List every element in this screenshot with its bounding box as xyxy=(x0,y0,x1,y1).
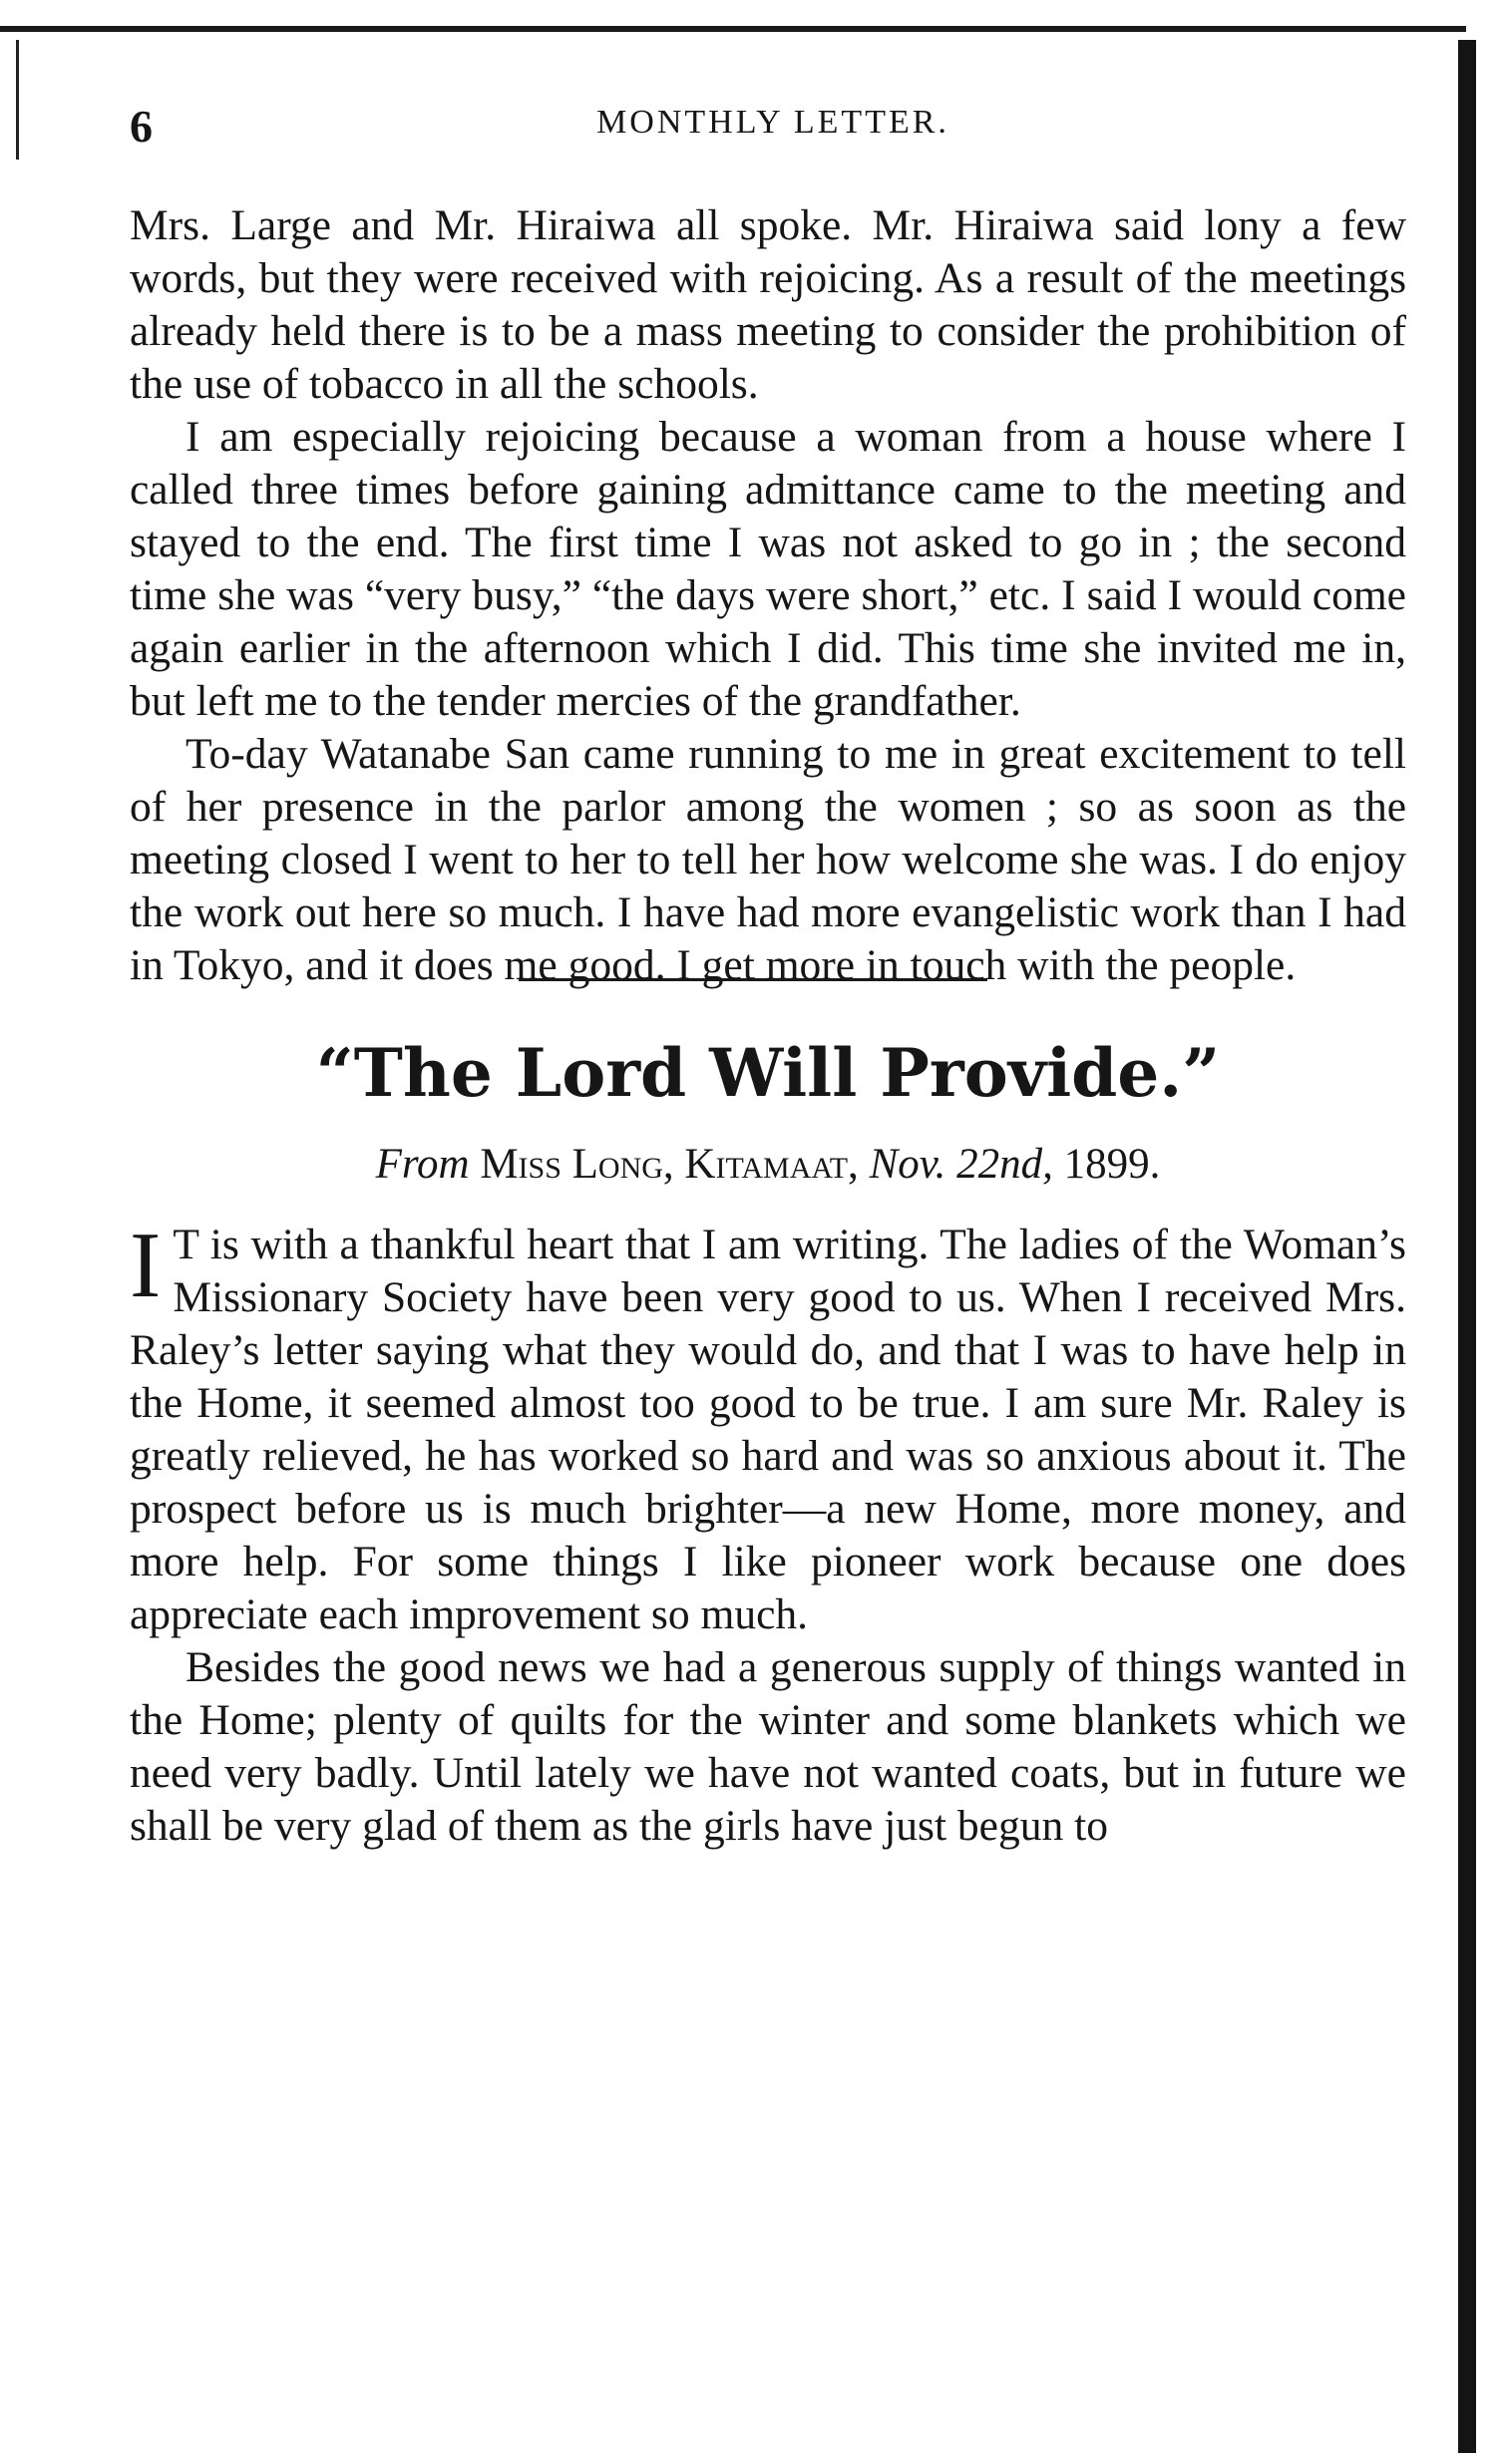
article-paragraph-1 xyxy=(130,1214,1406,1641)
page-number: 6 xyxy=(130,101,153,152)
byline-from: From xyxy=(375,1141,470,1188)
byline-date: Nov. 22nd, xyxy=(869,1141,1053,1188)
article-title: “The Lord Will Provide.” xyxy=(315,1034,1221,1112)
article-byline xyxy=(130,1137,1406,1193)
letter-paragraph-1: Mrs. Large and Mr. Hiraiwa all spoke. Mr. Hiraiwa said lony a few words, but they were received with rejoicing. As a result of the meetings already held there is to be a mass meeting to consider the prohibition of the use of tobacco in all the schools. xyxy=(130,201,1406,408)
page-left-edge xyxy=(16,40,19,160)
letter-paragraph-2: I am especially rejoicing because a woman from a house where I called three times before gaining admittance came to the meeting and stayed to the end. The first time I was not asked to go in ; the second time she was “very busy,” “the days were short,” etc. I said I would come again earlier in the afternoon which I did. This time she invited me in, but left me to the tender mercies of the grandfather. xyxy=(130,413,1406,725)
article-paragraph-1-text: T is with a thankful heart that I am writing. The ladies of the Woman’s Missionary Society have been very good to us. When I received Mrs. Raley’s letter saying what they would do, and that I was to have help in the Home, it seemed almost too good to be true. I am sure Mr. Raley is greatly relieved, he has worked so hard and was so anxious about it. The prospect before us is much brighter—a new Home, more money, and more help. For some things I like pioneer work because one does appreciate each improvement so much. xyxy=(130,1221,1406,1638)
page-right-edge xyxy=(1458,40,1476,2453)
article-paragraph-2: Besides the good news we had a generous supply of things wanted in the Home; plenty of quilts for the winter and some blankets which we need very badly. Until lately we have not wanted coats, but in future we shall be very glad of them as the girls have just begun to xyxy=(130,1643,1406,1850)
text-column xyxy=(130,199,1406,1853)
page-header xyxy=(130,100,1416,160)
letter-paragraph-3: To-day Watanabe San came running to me in great excitement to tell of her presence in the parlor among the women ; so as soon as the meeting closed I went to her to tell her how welcome she was. I do enjoy the work out here so much. I have had more evangelistic work than I had in Tokyo, and it does me good. I get more in touch with the people. xyxy=(130,730,1406,989)
page-top-edge xyxy=(0,26,1466,32)
running-head: MONTHLY LETTER. xyxy=(596,104,949,141)
byline-year: 1899. xyxy=(1063,1141,1161,1188)
drop-cap: I xyxy=(130,1214,162,1317)
byline-author: Miss Long, Kitamaat, xyxy=(480,1141,859,1188)
